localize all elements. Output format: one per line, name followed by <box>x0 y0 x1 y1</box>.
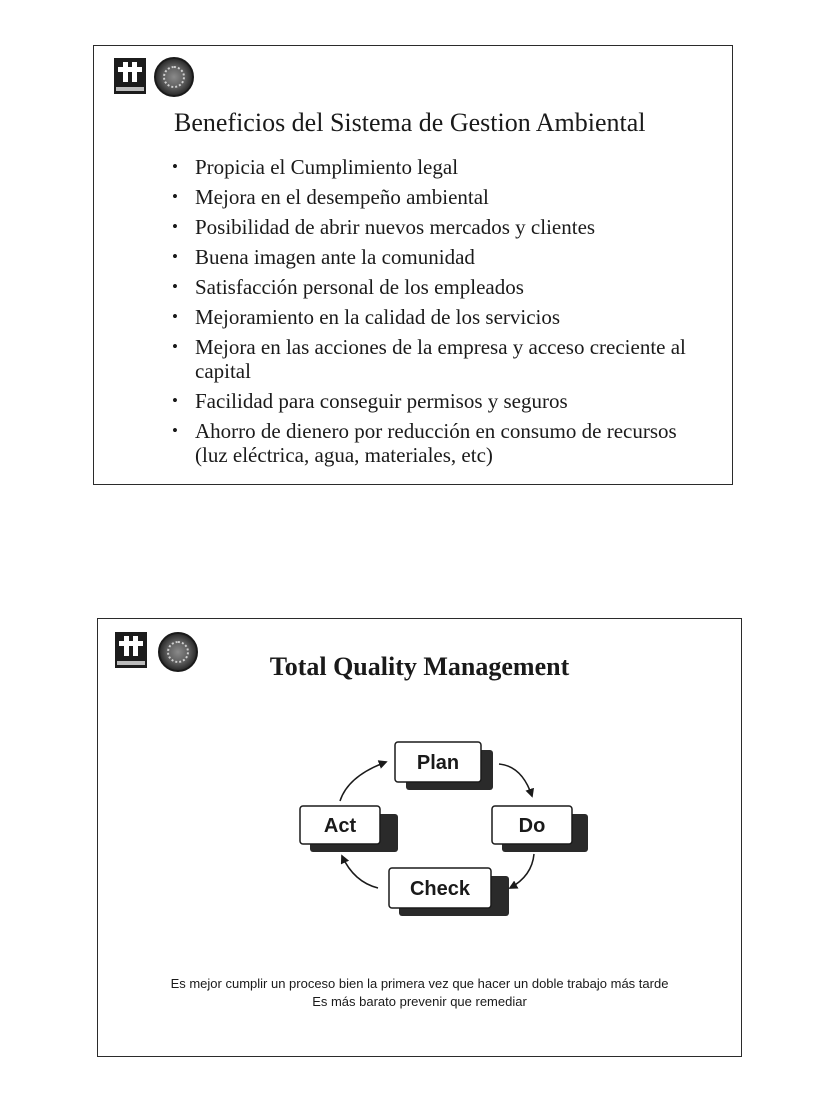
arrow-check-to-act <box>342 856 378 888</box>
list-item: • Mejora en el desempeño ambiental <box>168 185 713 209</box>
list-item: • Satisfacción personal de los empleados <box>168 275 713 299</box>
benefits-list <box>168 155 713 473</box>
list-item: • Buena imagen ante la comunidad <box>168 245 713 269</box>
list-item: • Mejora en las acciones de la empresa y acceso creciente al capital <box>168 335 713 383</box>
arrow-plan-to-do <box>499 764 532 796</box>
list-item: • Ahorro de dienero por reducción en consumo de recursos (luz eléctrica, agua, materiales, etc) <box>168 419 713 467</box>
seal-icon <box>154 57 194 97</box>
list-item: • Posibilidad de abrir nuevos mercados y clientes <box>168 215 713 239</box>
plan-label: Plan <box>416 752 460 774</box>
act-box <box>300 806 398 852</box>
arrow-do-to-check <box>510 854 534 888</box>
list-item: • Mejoramiento en la calidad de los servicios <box>168 305 713 329</box>
slide-tqm <box>97 618 742 1057</box>
arrow-act-to-plan <box>340 762 386 801</box>
slide-title: Total Quality Management <box>269 652 570 681</box>
slide-benefits <box>93 45 733 485</box>
do-box <box>492 806 588 852</box>
footer-notes <box>98 975 741 1011</box>
footer-line: Es más barato prevenir que remediar <box>312 994 527 1009</box>
footer-line: Es mejor cumplir un proceso bien la primera vez que hacer un doble trabajo más tarde <box>170 976 669 991</box>
slide-title: Beneficios del Sistema de Gestion Ambiental <box>174 108 646 137</box>
act-label: Act <box>323 815 357 837</box>
pdca-cycle-diagram <box>296 736 596 926</box>
do-label: Do <box>518 815 546 837</box>
institution-logo-icon <box>114 58 146 94</box>
list-item: • Propicia el Cumplimiento legal <box>168 155 713 179</box>
check-label: Check <box>409 878 471 900</box>
list-item: • Facilidad para conseguir permisos y seguros <box>168 389 713 413</box>
plan-box <box>395 742 493 790</box>
check-box <box>389 868 509 916</box>
